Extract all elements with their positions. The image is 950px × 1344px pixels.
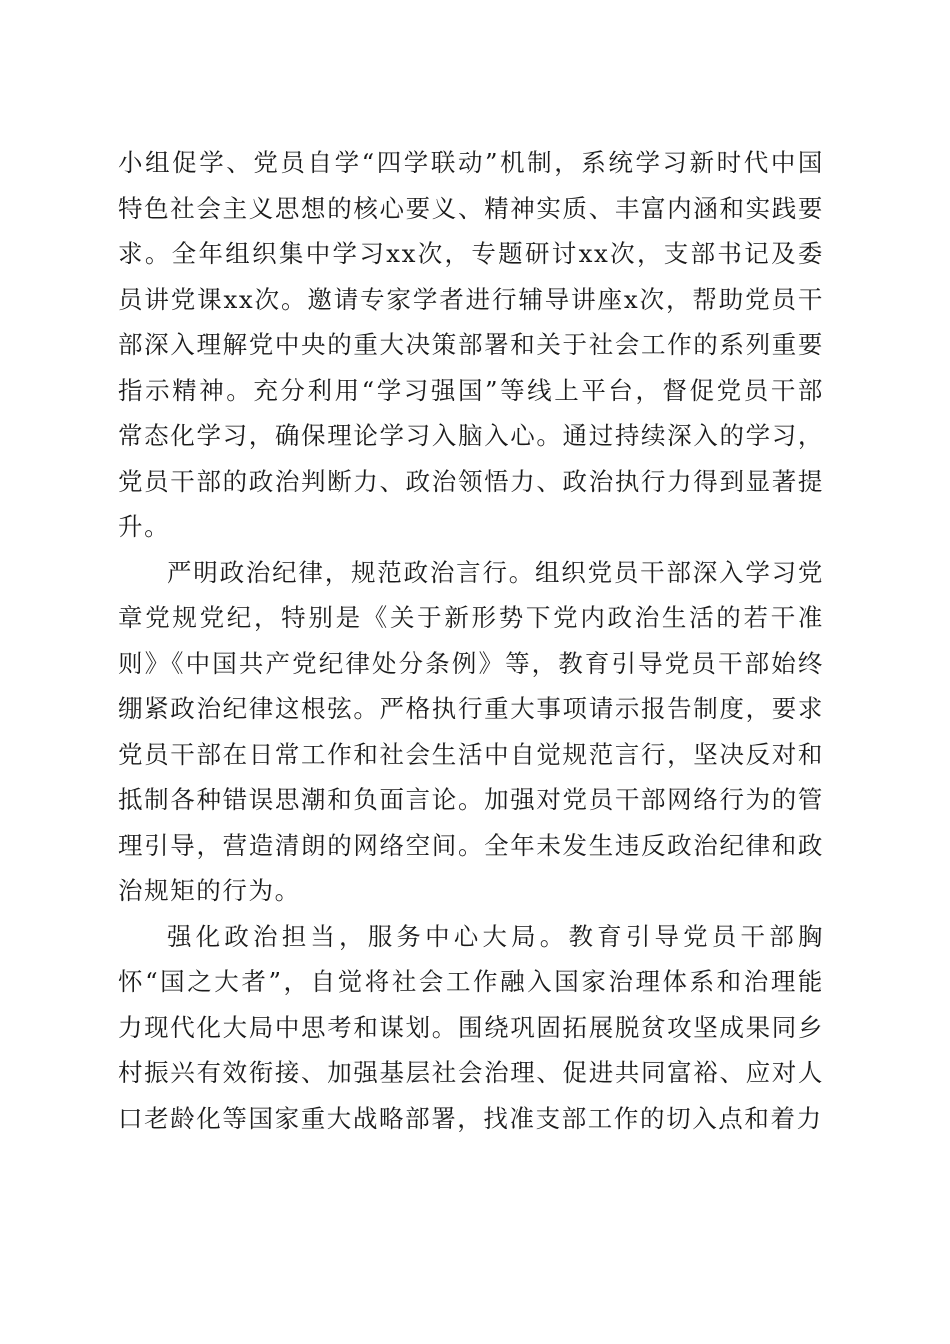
paragraph-2: 严明政治纪律，规范政治言行。组织党员干部深入学习党章党规党纪，特别是《关于新形势下党内政治生活的若干准则》《中国共产党纪律处分条例》等，教育引导党员干部始终绷紧政治纪律这根弦。严格执行重大事项请示报告制度，要求党员干部在日常工作和社会生活中自觉规范言行，坚决反对和抵制各种错误思潮和负面言论。加强对党员干部网络行为的管理引导，营造清朗的网络空间。全年未发生违反政治纪律和政治规矩的行为。 [118,557,824,905]
paragraph-1: 小组促学、党员自学“四学联动”机制，系统学习新时代中国特色社会主义思想的核心要义、精神实质、丰富内涵和实践要求。全年组织集中学习xx次，专题研讨xx次，支部书记及委员讲党课xx次。邀请专家学者进行辅导讲座x次，帮助党员干部深入理解党中央的重大决策部署和关于社会工作的系列重要指示精神。充分利用“学习强国”等线上平台，督促党员干部常态化学习，确保理论学习入脑入心。通过持续深入的学习，党员干部的政治判断力、政治领悟力、政治执行力得到显著提升。 [118,148,824,541]
paragraph-3: 强化政治担当，服务中心大局。教育引导党员干部胸怀“国之大者”，自觉将社会工作融入国家治理体系和治理能力现代化大局中思考和谋划。围绕巩固拓展脱贫攻坚成果同乡村振兴有效衔接、加强基层社会治理、促进共同富裕、应对人口老龄化等国家重大战略部署，找准支部工作的切入点和着力 [118,921,824,1133]
document-body [118,140,824,1141]
